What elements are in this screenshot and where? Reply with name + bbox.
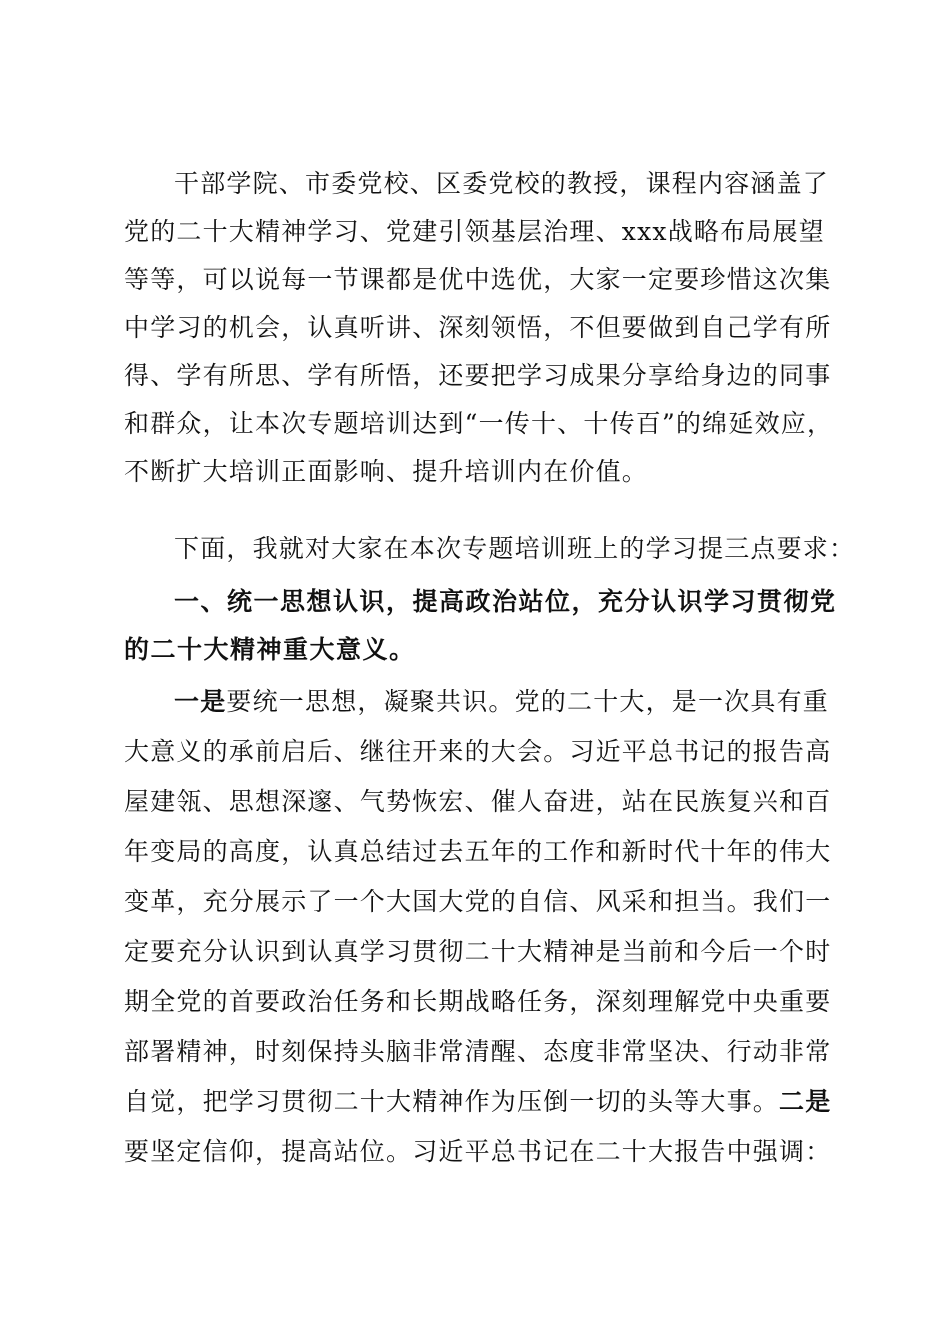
paragraph-line: 变革，充分展示了一个大国大党的自信、风采和担当。我们一 <box>124 887 832 916</box>
paragraph-line: 干部学院、市委党校、区委党校的教授，课程内容涵盖了 <box>174 169 830 198</box>
line-text: 要统一思想，凝聚共识。党的二十大，是一次具有重 <box>226 687 830 716</box>
paragraph-line: 要坚定信仰，提高站位。习近平总书记在二十大报告中强调： <box>124 1137 832 1166</box>
paragraph-line: 部署精神，时刻保持头脑非常清醒、态度非常坚决、行动非常 <box>124 1037 832 1066</box>
bold-lead-1: 一是 <box>174 687 227 716</box>
bold-lead-2: 二是 <box>779 1087 832 1116</box>
paragraph-line: 不断扩大培训正面影响、提升培训内在价值。 <box>124 457 649 486</box>
paragraph-line: 年变局的高度，认真总结过去五年的工作和新时代十年的伟大 <box>124 837 832 866</box>
section-heading: 一、统一思想认识，提高政治站位，充分认识学习贯彻党 <box>174 587 837 616</box>
paragraph-line: 期全党的首要政治任务和长期战略任务，深刻理解党中央重要 <box>124 987 832 1016</box>
paragraph-line: 得、学有所思、学有所悟，还要把学习成果分享给身边的同事 <box>124 361 832 390</box>
paragraph-line: 中学习的机会，认真听讲、深刻领悟，不但要做到自己学有所 <box>124 313 832 342</box>
paragraph-line: 大意义的承前启后、继往开来的大会。习近平总书记的报告高 <box>124 737 832 766</box>
paragraph-line: 等等，可以说每一节课都是优中选优，大家一定要珍惜这次集 <box>124 265 832 294</box>
paragraph-line <box>174 679 894 725</box>
paragraph-line: 和群众，让本次专题培训达到“一传十、十传百”的绵延效应， <box>124 409 834 438</box>
paragraph-line: 屋建瓴、思想深邃、气势恢宏、催人奋进，站在民族复兴和百 <box>124 787 832 816</box>
paragraph-line: 党的二十大精神学习、党建引领基层治理、xxx战略布局展望 <box>124 217 825 246</box>
intro-line: 下面，我就对大家在本次专题培训班上的学习提三点要求： <box>174 534 856 563</box>
paragraph-line: 定要充分认识到认真学习贯彻二十大精神是当前和今后一个时 <box>124 937 832 966</box>
section-heading-continued: 的二十大精神重大意义。 <box>124 635 416 664</box>
line-text: 自觉，把学习贯彻二十大精神作为压倒一切的头等大事。 <box>124 1087 780 1116</box>
paragraph-line <box>124 1079 844 1125</box>
